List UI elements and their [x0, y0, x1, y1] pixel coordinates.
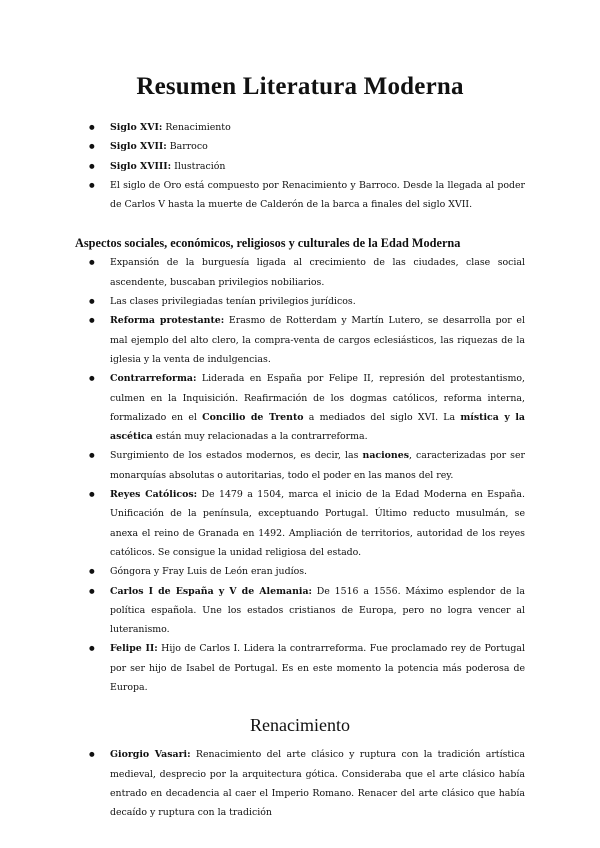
- term: Felipe II:: [110, 643, 158, 655]
- list-item: ● Siglo XVI: Renacimiento: [75, 118, 525, 137]
- list-item: ● Reforma protestante: Erasmo de Rotterdam y Martín Lutero, se desarrolla por el mal ejemplo del alto clero, la compra-venta de cargos eclesiásticos, las riquezas de la iglesia y la venta de indulgencias.: [75, 311, 525, 369]
- page-title: Resumen Literatura Moderna: [136, 73, 464, 100]
- list-item: ● Carlos I de España y V de Alemania: De 1516 a 1556. Máximo esplendor de la política española. Une los estados cristianos de Europa, pero no logra vencer al luteranismo.: [75, 582, 525, 640]
- list-item: ● Siglo XVIII: Ilustración: [75, 157, 525, 176]
- term: Reyes Católicos:: [110, 489, 198, 501]
- term: Siglo XVIII:: [110, 160, 172, 172]
- term: Giorgio Vasari:: [110, 749, 191, 761]
- list-item: ● El siglo de Oro está compuesto por Renacimiento y Barroco. Desde la llegada al poder de Carlos V hasta la muerte de Calderón de la barca a finales del siglo XVII.: [75, 176, 525, 215]
- list-item: ● Reyes Católicos: De 1479 a 1504, marca el inicio de la Edad Moderna en España. Unificación de la península, exceptuando Portugal. Último reducto musulmán, se anexa el reino de Granada en 1492. Ampliación de territorios, autoridad de los reyes católicos. Se consigue la unidad religiosa del estado.: [75, 485, 525, 562]
- section-heading-renacimiento: Renacimiento: [250, 715, 350, 736]
- term: Reforma protestante:: [110, 315, 225, 327]
- list-item: ● Siglo XVII: Barroco: [75, 137, 525, 156]
- section-heading-aspectos: Aspectos sociales, económicos, religiosos y culturales de la Edad Moderna: [75, 236, 461, 251]
- term: Siglo XVII:: [110, 141, 167, 153]
- list-item: ● Felipe II: Hijo de Carlos I. Lidera la contrarreforma. Fue proclamado rey de Portugal por ser hijo de Isabel de Portugal. Es en este momento la potencia más poderosa de Europa.: [75, 639, 525, 697]
- list-item: ● Góngora y Fray Luis de León eran judíos.: [75, 562, 525, 581]
- list-item: ● Contrarreforma: Liderada en España por Felipe II, represión del protestantismo, culmen en la Inquisición. Reafirmación de los dogmas católicos, reforma interna, formalizado en el Concilio de Trento a mediados del siglo XVI. La mística y la ascética están muy relacionadas a la contrarreforma.: [75, 369, 525, 446]
- term: Carlos I de España y V de Alemania:: [110, 585, 312, 597]
- list-item: ● Expansión de la burguesía ligada al crecimiento de las ciudades, clase social ascendente, buscaban privilegios nobiliarios.: [75, 253, 525, 292]
- list-item: ● Giorgio Vasari: Renacimiento del arte clásico y ruptura con la tradición artística medieval, desprecio por la arquitectura gótica. Consideraba que el arte clásico había entrado en decadencia al caer el Imperio Romano. Renacer del arte clásico que había decaído y ruptura con la tradición: [75, 745, 525, 822]
- renacimiento-list: [75, 745, 525, 822]
- periods-list: [75, 118, 525, 214]
- list-item: ● Las clases privilegiadas tenían privilegios jurídicos.: [75, 292, 525, 311]
- term: Siglo XVI:: [110, 122, 163, 133]
- aspects-list: [75, 253, 525, 697]
- term: Contrarreforma:: [110, 373, 197, 385]
- list-item: ● Surgimiento de los estados modernos, es decir, las naciones, caracterizadas por ser monarquías absolutas o autoritarias, todo el poder en las manos del rey.: [75, 446, 525, 485]
